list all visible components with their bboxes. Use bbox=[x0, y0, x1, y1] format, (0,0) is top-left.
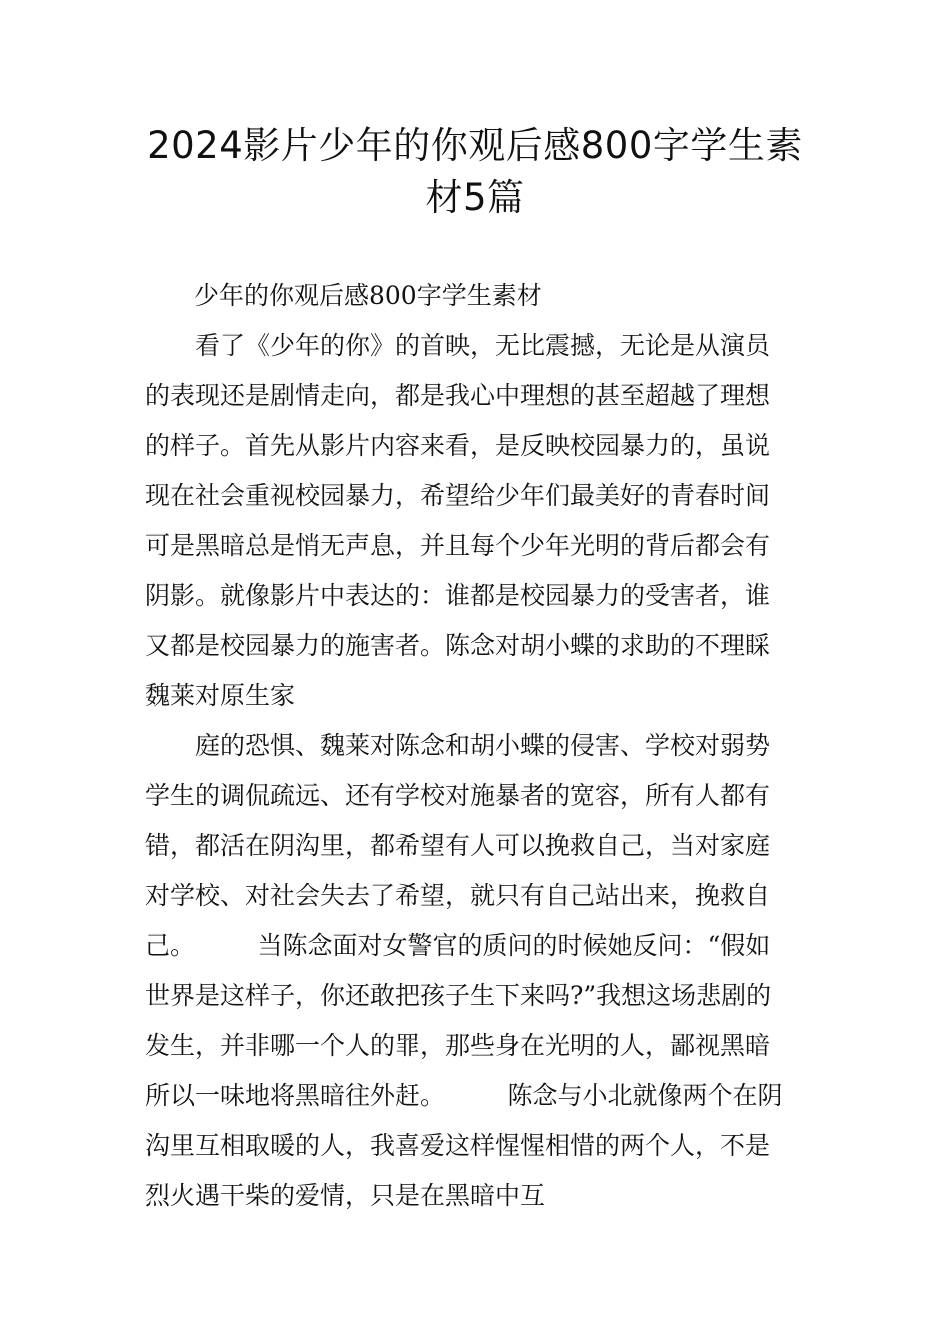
paragraph-1-line: 现在社会重视校园暴力，希望给少年们最美好的青春时间 bbox=[145, 481, 771, 510]
title-line-2: 材5篇 bbox=[425, 176, 525, 219]
paragraph-2-line: 世界是这样子，你还敢把孩子生下来吗?”我想这场悲剧的 bbox=[145, 981, 772, 1010]
section-subtitle: 少年的你观后感800字学生素材 bbox=[194, 281, 542, 310]
paragraph-2-line: 庭的恐惧、魏莱对陈念和胡小蝶的侵害、学校对弱势 bbox=[195, 731, 771, 760]
paragraph-2-line: 己。 当陈念面对女警官的质问的时候她反问：“假如 bbox=[145, 931, 771, 960]
document-title bbox=[120, 120, 830, 224]
paragraph-2 bbox=[145, 721, 810, 1221]
paragraph-1-line: 阴影。就像影片中表达的：谁都是校园暴力的受害者，谁 bbox=[145, 581, 771, 610]
paragraph-2-line: 对学校、对社会失去了希望，就只有自己站出来，挽救自 bbox=[145, 881, 771, 910]
paragraph-2-line: 所以一味地将黑暗往外赶。 陈念与小北就像两个在阴 bbox=[145, 1081, 783, 1110]
paragraph-1-line: 的样子。首先从影片内容来看，是反映校园暴力的，虽说 bbox=[145, 431, 771, 460]
paragraph-1-line: 又都是校园暴力的施害者。陈念对胡小蝶的求助的不理睬 bbox=[145, 631, 771, 660]
paragraph-1-line: 可是黑暗总是悄无声息，并且每个少年光明的背后都会有 bbox=[145, 531, 771, 560]
paragraph-1-line: 魏莱对原生家 bbox=[145, 681, 296, 710]
paragraph-1-line: 的表现还是剧情走向，都是我心中理想的甚至超越了理想 bbox=[145, 381, 771, 410]
paragraph-1-line: 看了《少年的你》的首映，无比震撼，无论是从演员 bbox=[195, 331, 771, 360]
paragraph-2-line: 错，都活在阴沟里，都希望有人可以挽救自己，当对家庭 bbox=[145, 831, 771, 860]
paragraph-2-line: 学生的调侃疏远、还有学校对施暴者的宽容，所有人都有 bbox=[145, 781, 771, 810]
paragraph-1 bbox=[145, 321, 810, 721]
paragraph-2-line: 烈火遇干柴的爱情，只是在黑暗中互 bbox=[145, 1181, 546, 1210]
title-line-1: 2024影片少年的你观后感800字学生素 bbox=[147, 124, 803, 167]
paragraph-2-line: 沟里互相取暖的人，我喜爱这样惺惺相惜的两个人，不是 bbox=[145, 1131, 771, 1160]
paragraph-2-line: 发生，并非哪一个人的罪，那些身在光明的人，鄙视黑暗 bbox=[145, 1031, 771, 1060]
